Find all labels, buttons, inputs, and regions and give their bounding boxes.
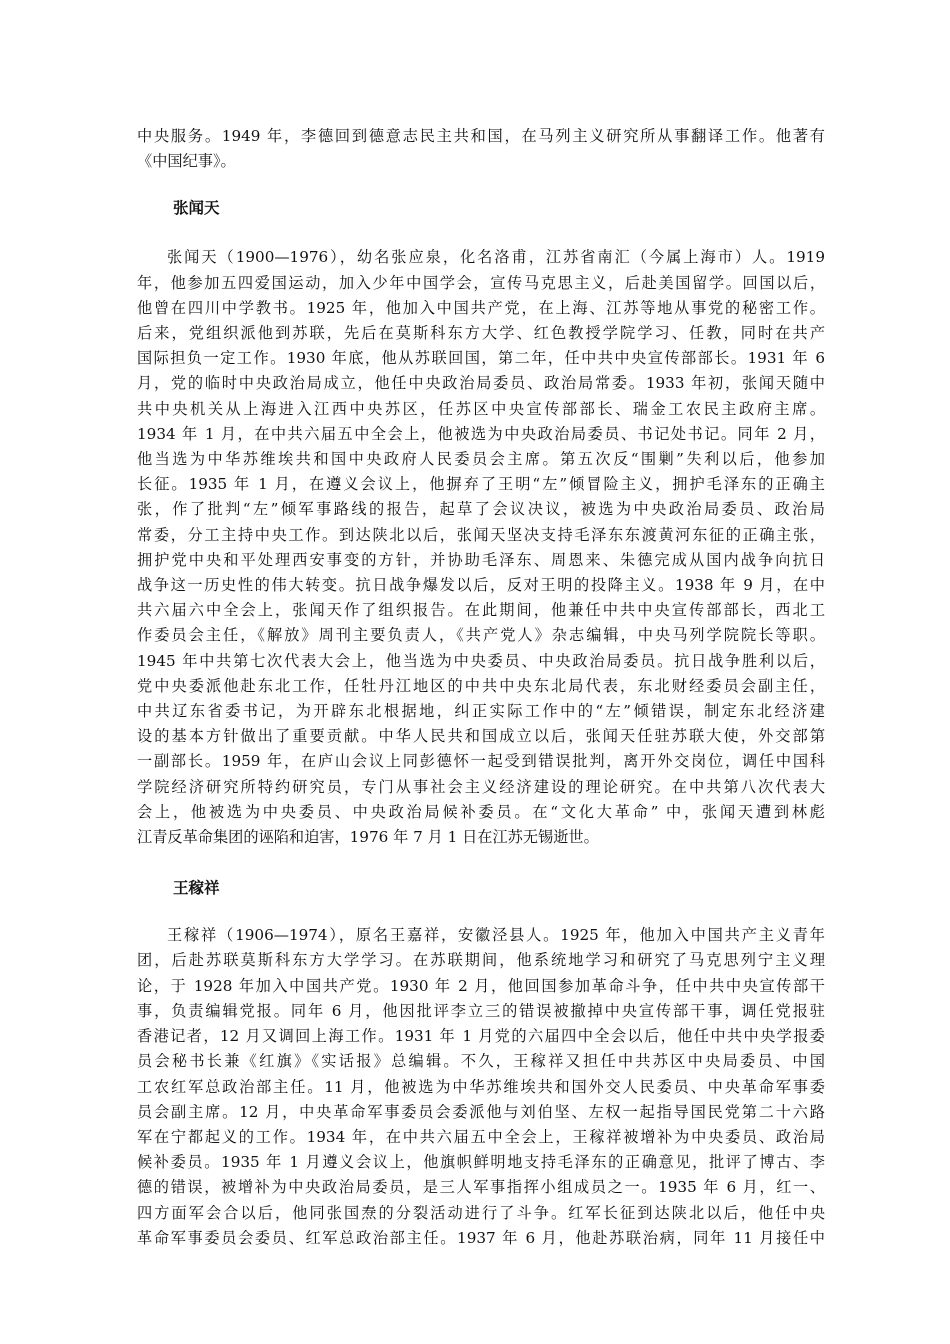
section-heading-zhang-wentian: 张闻天 [173, 199, 220, 218]
text-line: 长征。1935 年 1 月，在遵义会议上，他摒弃了王明“左”倾冒险主义，拥护毛泽东的正确主 [137, 475, 825, 494]
text-line: 张，作了批判“左”倾军事路线的报告，起草了会议决议，被选为中央政治局委员、政治局 [137, 500, 825, 519]
text-line: 《中国纪事》。 [137, 152, 236, 171]
section-heading-wang-jiaxiang: 王稼祥 [173, 879, 220, 898]
text-line: 拥护党中央和平处理西安事变的方针，并协助毛泽东、周恩来、朱德完成从国内战争向抗日 [137, 550, 825, 569]
section-paragraph-wang-jiaxiang [137, 923, 825, 1251]
text-line: 国际担负一定工作。1930 年底，他从苏联回国，第二年，任中共中央宣传部部长。1931 年 6 [137, 349, 825, 368]
text-line: 他当选为中华苏维埃共和国中央政府人民委员会主席。第五次反“围剿”失利以后，他参加 [137, 450, 825, 469]
text-line: 事，负责编辑党报。同年 6 月，他因批评李立三的错误被撤掉中央宣传部干事，调任党报驻 [137, 1001, 825, 1020]
text-line: 年，他参加五四爱国运动，加入少年中国学会，宣传马克思主义，后赴美国留学。回国以后， [137, 273, 825, 292]
text-line: 王稼祥（1906—1974），原名王嘉祥，安徽泾县人。1925 年，他加入中国共产主义青年 [167, 926, 825, 945]
text-line: 员会秘书长兼《红旗》《实话报》总编辑。不久，王稼祥又担任中共苏区中央局委员、中国 [137, 1052, 825, 1071]
section-paragraph-zhang-wentian [137, 245, 825, 850]
text-line: 1945 年中共第七次代表大会上，他当选为中央委员、中央政治局委员。抗日战争胜利以后， [137, 651, 825, 670]
text-line: 会上，他被选为中央委员、中央政治局候补委员。在“文化大革命” 中，张闻天遭到林彪 [137, 802, 825, 821]
text-line: 德的错误，被增补为中央政治局委员，是三人军事指挥小组成员之一。1935 年 6 月，红一、 [137, 1178, 825, 1197]
text-line: 战争这一历史性的伟大转变。抗日战争爆发以后，反对王明的投降主义。1938 年 9 月，在中 [137, 576, 825, 595]
text-line: 香港记者，12 月又调回上海工作。1931 年 1 月党的六届四中全会以后，他任中共中央学报委 [137, 1027, 825, 1046]
text-line: 中共辽东省委书记，为开辟东北根据地，纠正实际工作中的“左”倾错误，制定东北经济建 [137, 702, 825, 721]
text-line: 月，党的临时中央政治局成立，他任中央政治局委员、政治局常委。1933 年初，张闻天随中 [137, 374, 825, 393]
text-line: 设的基本方针做出了重要贡献。中华人民共和国成立以后，张闻天任驻苏联大使，外交部第 [137, 727, 825, 746]
text-line: 四方面军会合以后，他同张国焘的分裂活动进行了斗争。红军长征到达陕北以后，他任中央 [137, 1203, 825, 1222]
text-line: 中央服务。1949 年，李德回到德意志民主共和国，在马列主义研究所从事翻译工作。他著有 [137, 127, 825, 145]
text-line: 军在宁都起义的工作。1934 年，在中共六届五中全会上，王稼祥被增补为中央委员、政治局 [137, 1127, 825, 1146]
text-line: 常委，分工主持中央工作。到达陕北以后，张闻天坚决支持毛泽东东渡黄河东征的正确主张， [137, 525, 825, 544]
document-page [137, 124, 825, 1251]
text-line: 1934 年 1 月，在中共六届五中全会上，他被选为中央政治局委员、书记处书记。同年 2 月， [137, 424, 825, 443]
text-line: 共中央机关从上海进入江西中央苏区，任苏区中央宣传部部长、瑞金工农民主政府主席。 [137, 399, 825, 418]
text-line: 员会副主席。12 月，中央革命军事委员会委派他与刘伯坚、左权一起指导国民党第二十六路 [137, 1102, 825, 1121]
text-line: 学院经济研究所特约研究员，专门从事社会主义经济建设的理论研究。在中共第八次代表大 [137, 777, 825, 796]
text-line: 团，后赴苏联莫斯科东方大学学习。在苏联期间，他系统地学习和研究了马克思列宁主义理 [137, 951, 825, 970]
text-line: 革命军事委员会委员、红军总政治部主任。1937 年 6 月，他赴苏联治病，同年 11 月接任中 [137, 1228, 825, 1247]
text-line: 党中央委派他赴东北工作，任牡丹江地区的中共中央东北局代表，东北财经委员会副主任， [137, 676, 825, 695]
text-line: 后来，党组织派他到苏联，先后在莫斯科东方大学、红色教授学院学习、任教，同时在共产 [137, 324, 825, 343]
intro-paragraph [137, 124, 825, 174]
text-line: 作委员会主任，《解放》周刊主要负责人，《共产党人》杂志编辑，中央马列学院院长等职。 [137, 626, 825, 645]
text-line: 张闻天（1900—1976），幼名张应泉，化名洛甫，江苏省南汇（今属上海市）人。1919 [167, 248, 825, 267]
text-line: 江青反革命集团的诬陷和迫害，1976 年 7 月 1 日在江苏无锡逝世。 [137, 828, 599, 847]
text-line: 一副部长。1959 年，在庐山会议上同彭德怀一起受到错误批判，离开外交岗位，调任中国科 [137, 752, 825, 771]
text-line: 工农红军总政治部主任。11 月，他被选为中华苏维埃共和国外交人民委员、中央革命军事委 [137, 1077, 825, 1096]
text-line: 候补委员。1935 年 1 月遵义会议上，他旗帜鲜明地支持毛泽东的正确意见，批评了博古、李 [137, 1153, 825, 1172]
text-line: 论，于 1928 年加入中国共产党。1930 年 2 月，他回国参加革命斗争，任中共中央宣传部干 [137, 976, 825, 995]
text-line: 共六届六中全会上，张闻天作了组织报告。在此期间，他兼任中共中央宣传部部长，西北工 [137, 601, 825, 620]
text-line: 他曾在四川中学教书。1925 年，他加入中国共产党，在上海、江苏等地从事党的秘密工作。 [137, 298, 825, 317]
